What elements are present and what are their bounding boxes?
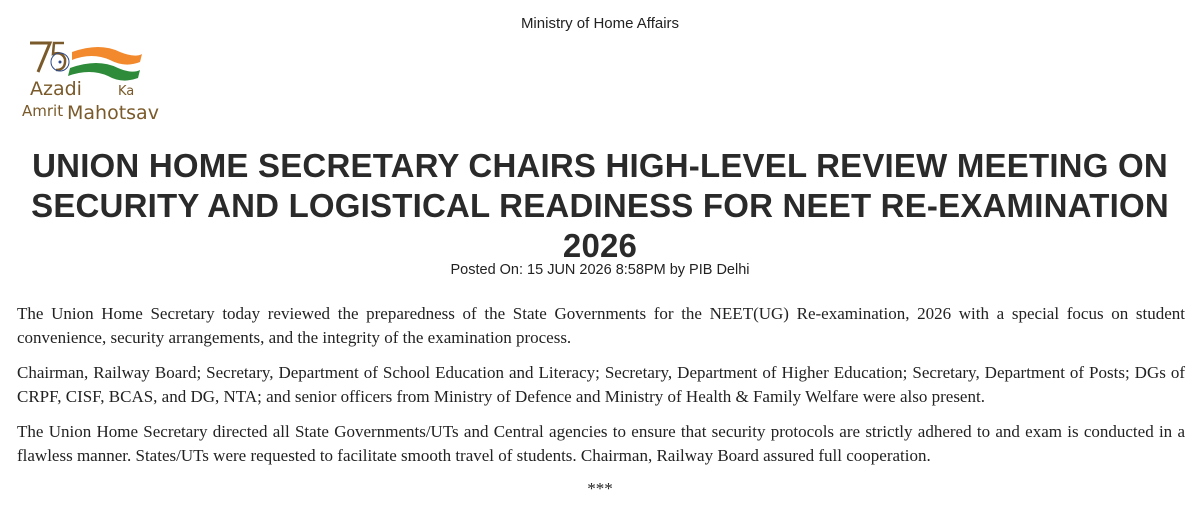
paragraph-3: The Union Home Secretary directed all State Governments/UTs and Central agencies to ensure that security protocols are strictly adhered to and exam is conducted in a flawless manner. States/UTs were requested to facilitate smooth travel of students. Chairman, Railway Board assured full cooperation.	[17, 422, 1185, 465]
logo-text-azadi: Azadi	[30, 78, 82, 100]
logo-text-mahotsav: Mahotsav	[67, 102, 159, 124]
title-line-1: UNION HOME SECRETARY CHAIRS HIGH-LEVEL REVIEW MEETING ON	[32, 147, 1168, 184]
paragraph-1: The Union Home Secretary today reviewed the preparedness of the State Governments for the NEET(UG) Re-examination, 2026 with a special focus on student convenience, security arrangements, and the integrity of the examination process.	[17, 304, 1185, 347]
ministry-name: Ministry of Home Affairs	[520, 15, 680, 32]
logo-text-amrit: Amrit	[22, 102, 64, 120]
paragraph-2: Chairman, Railway Board; Secretary, Department of School Education and Literacy; Secretary, Department of Higher Education; Secretary, Department of Posts; DGs of CRPF, CISF, BCAS, and DG, NTA; and senior officers from Ministry of Defence and Ministry of Health & Family Welfare were also present.	[17, 363, 1185, 406]
azadi-ka-amrit-mahotsav-logo	[20, 38, 180, 128]
title-line-2: SECURITY AND LOGISTICAL READINESS FOR NEET RE-EXAMINATION 2026	[31, 187, 1169, 264]
article-title	[0, 146, 1200, 266]
end-mark: ***	[587, 479, 613, 498]
posted-on-line: Posted On: 15 JUN 2026 8:58PM by PIB Delhi	[450, 262, 750, 278]
logo-text-ka: Ka	[118, 84, 135, 99]
